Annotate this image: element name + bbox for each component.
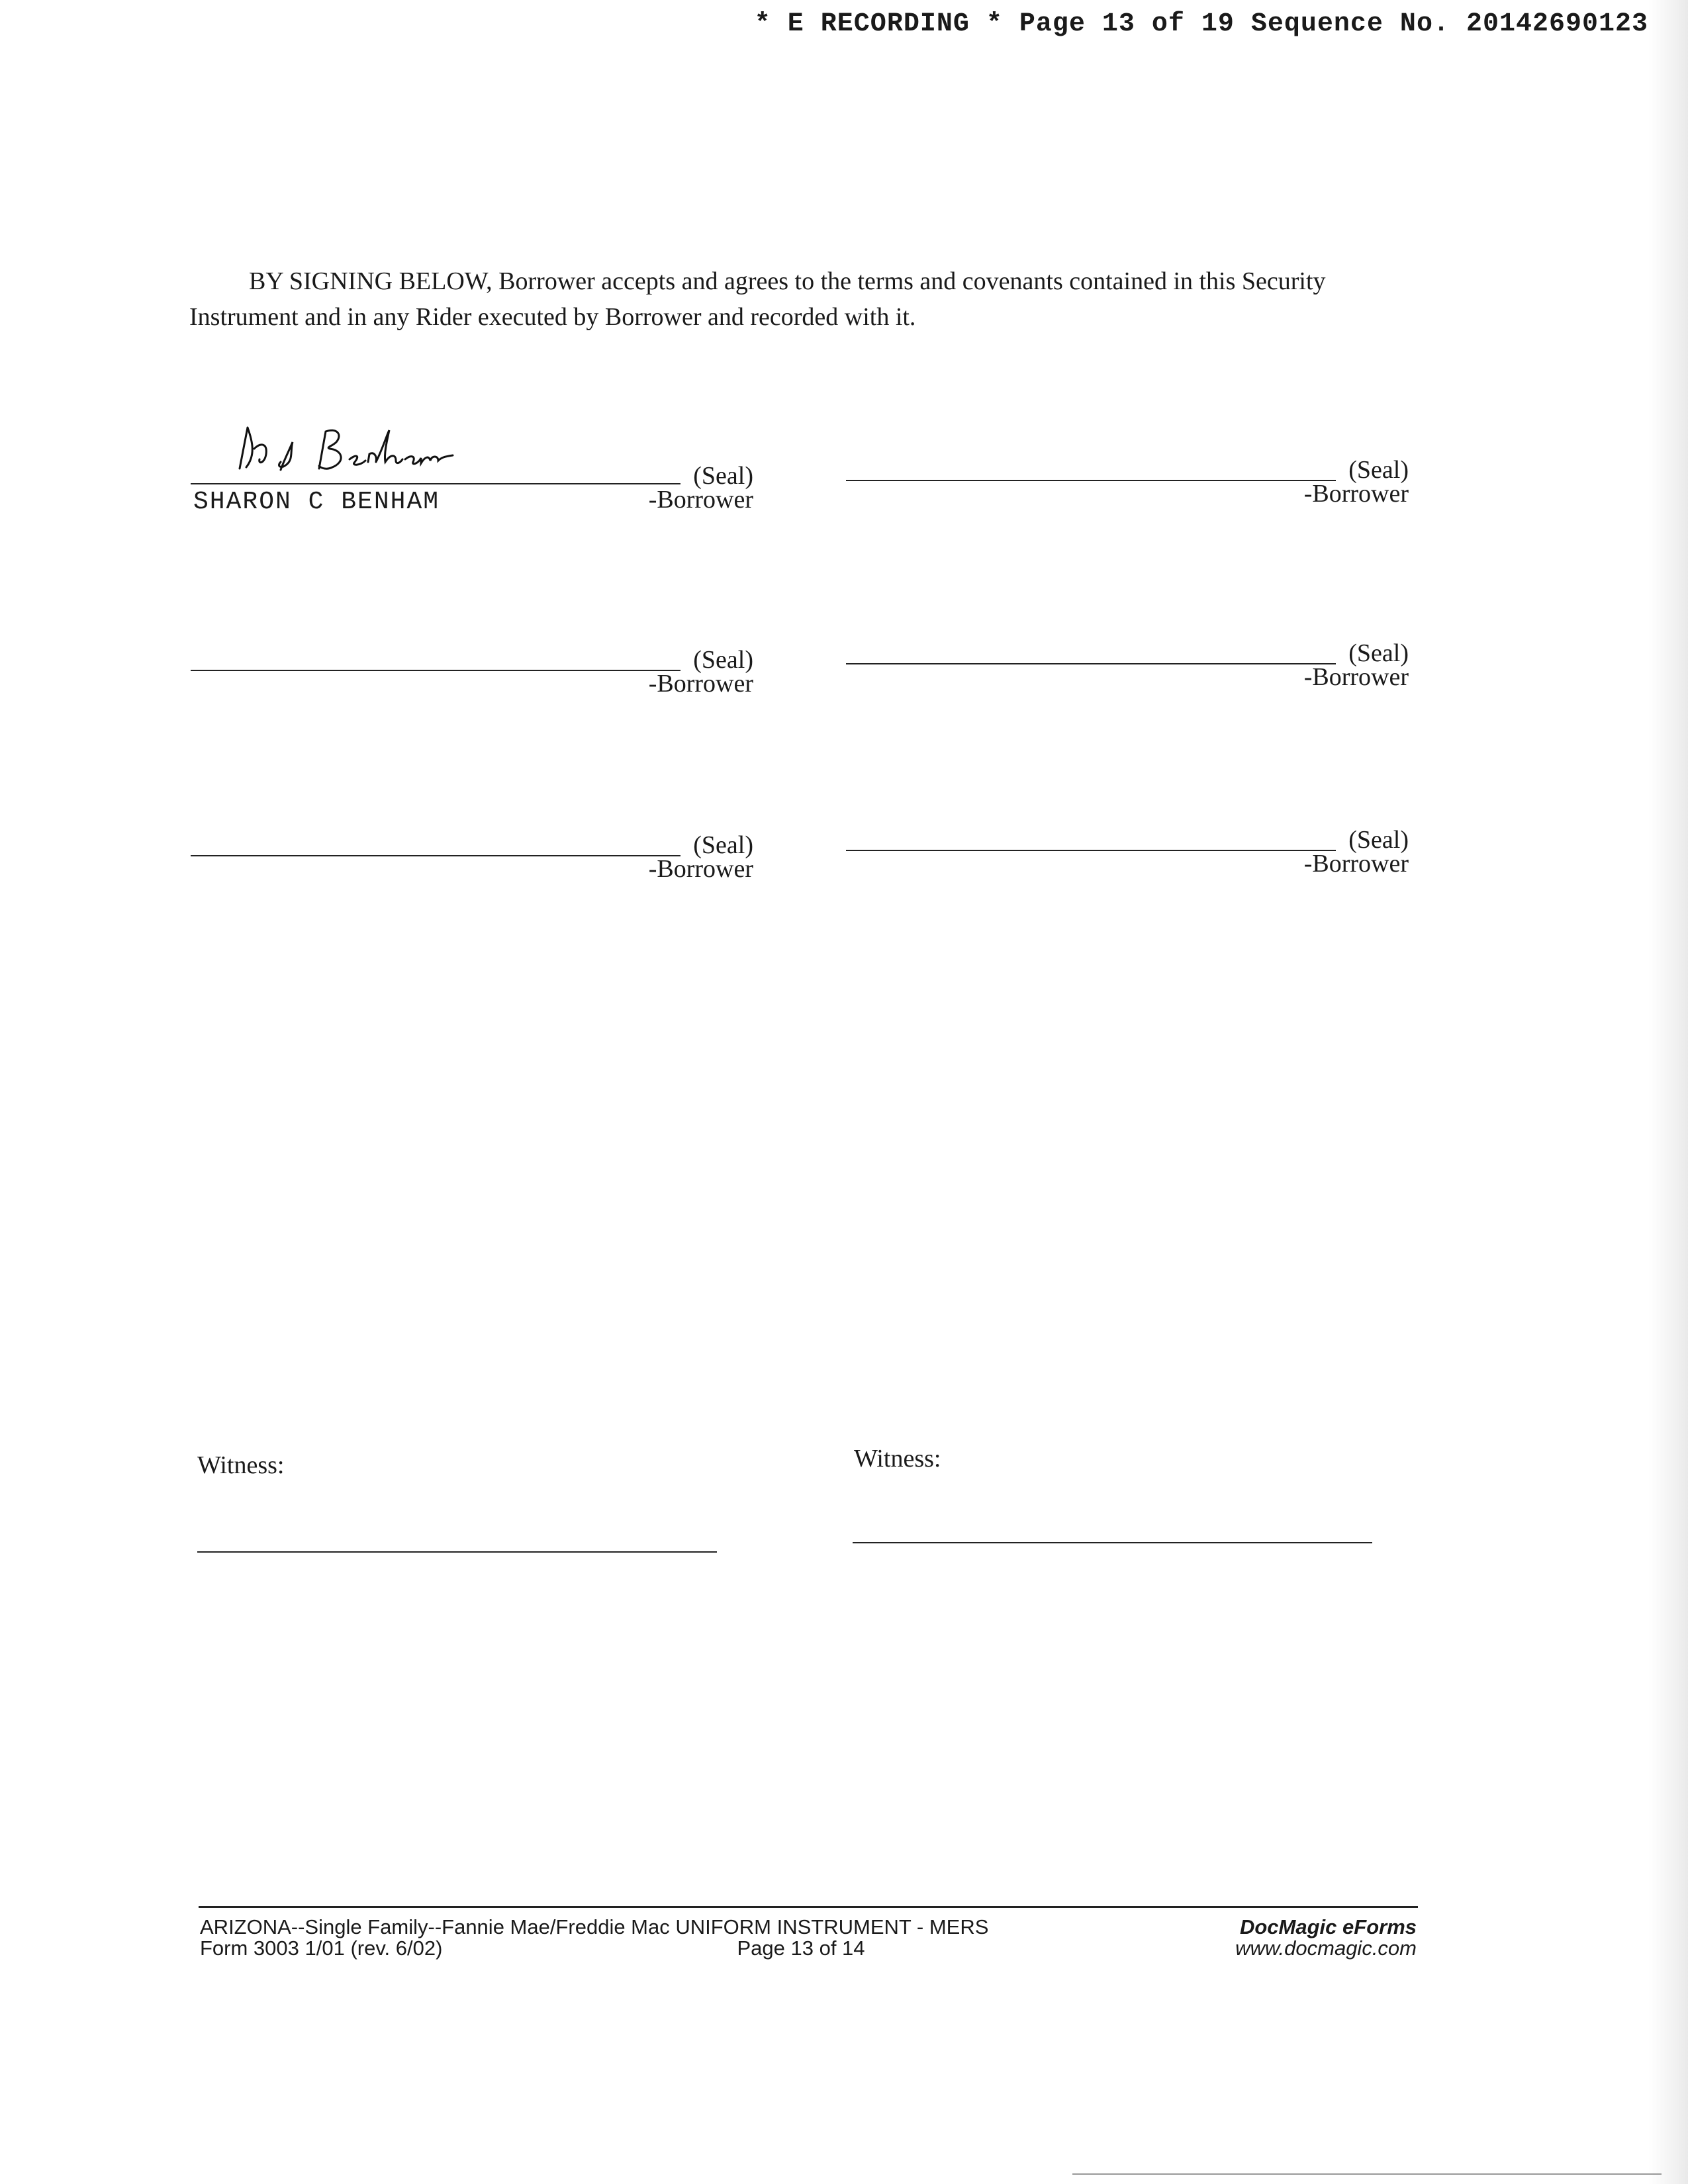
signature-block-3 — [191, 622, 753, 698]
docmagic-logo: DocMagic eForms — [1239, 1915, 1417, 1938]
seal-label: (Seal) — [1348, 456, 1409, 484]
scan-edge-line — [1072, 2173, 1662, 2175]
signature-line — [191, 670, 680, 671]
signature-block-4 — [846, 615, 1409, 691]
witness-label-left: Witness: — [197, 1451, 285, 1479]
borrower-label: -Borrower — [648, 670, 753, 698]
signature-line — [846, 480, 1336, 481]
footer-website: www.docmagic.com — [1235, 1936, 1417, 1960]
page-edge-shadow — [1648, 0, 1688, 2184]
signing-statement: BY SIGNING BELOW, Borrower accepts and agrees to the terms and covenants contained in this Security Instrument and in any Rider executed by Borrower and recorded with it. — [189, 267, 1326, 331]
footer-form-number: Form 3003 1/01 (rev. 6/02) — [200, 1936, 443, 1960]
borrower-printed-name: SHARON C BENHAM — [193, 488, 440, 516]
signature-line — [846, 850, 1336, 851]
signature-block-5 — [191, 807, 753, 883]
witness-line-right — [853, 1542, 1372, 1543]
footer-form-title: ARIZONA--Single Family--Fannie Mae/Freddie Mac UNIFORM INSTRUMENT - MERS — [200, 1915, 989, 1938]
signature-line — [191, 483, 680, 484]
seal-label: (Seal) — [1348, 826, 1409, 854]
footer-page-number: Page 13 of 14 — [737, 1936, 865, 1960]
footer-brand-block — [1158, 1917, 1417, 1959]
borrower-label: -Borrower — [1303, 480, 1409, 508]
borrower-label: -Borrower — [1303, 663, 1409, 691]
seal-label: (Seal) — [1348, 639, 1409, 667]
seal-label: (Seal) — [693, 831, 753, 859]
signature-line — [846, 663, 1336, 664]
witness-label-right: Witness: — [854, 1445, 941, 1473]
signature-block-1 — [191, 437, 753, 516]
signature-block-6 — [846, 802, 1409, 878]
handwritten-signature — [220, 422, 498, 482]
witness-line-left — [197, 1551, 717, 1553]
seal-label: (Seal) — [693, 462, 753, 490]
signature-line — [191, 855, 680, 856]
recording-header: * E RECORDING * Page 13 of 19 Sequence No. 20142690123 — [754, 9, 1648, 39]
footer-rule — [199, 1906, 1418, 1908]
borrower-label: -Borrower — [1303, 850, 1409, 878]
seal-label: (Seal) — [693, 646, 753, 674]
borrower-label: -Borrower — [648, 486, 753, 514]
borrower-label: -Borrower — [648, 855, 753, 883]
signature-block-2 — [846, 433, 1409, 506]
